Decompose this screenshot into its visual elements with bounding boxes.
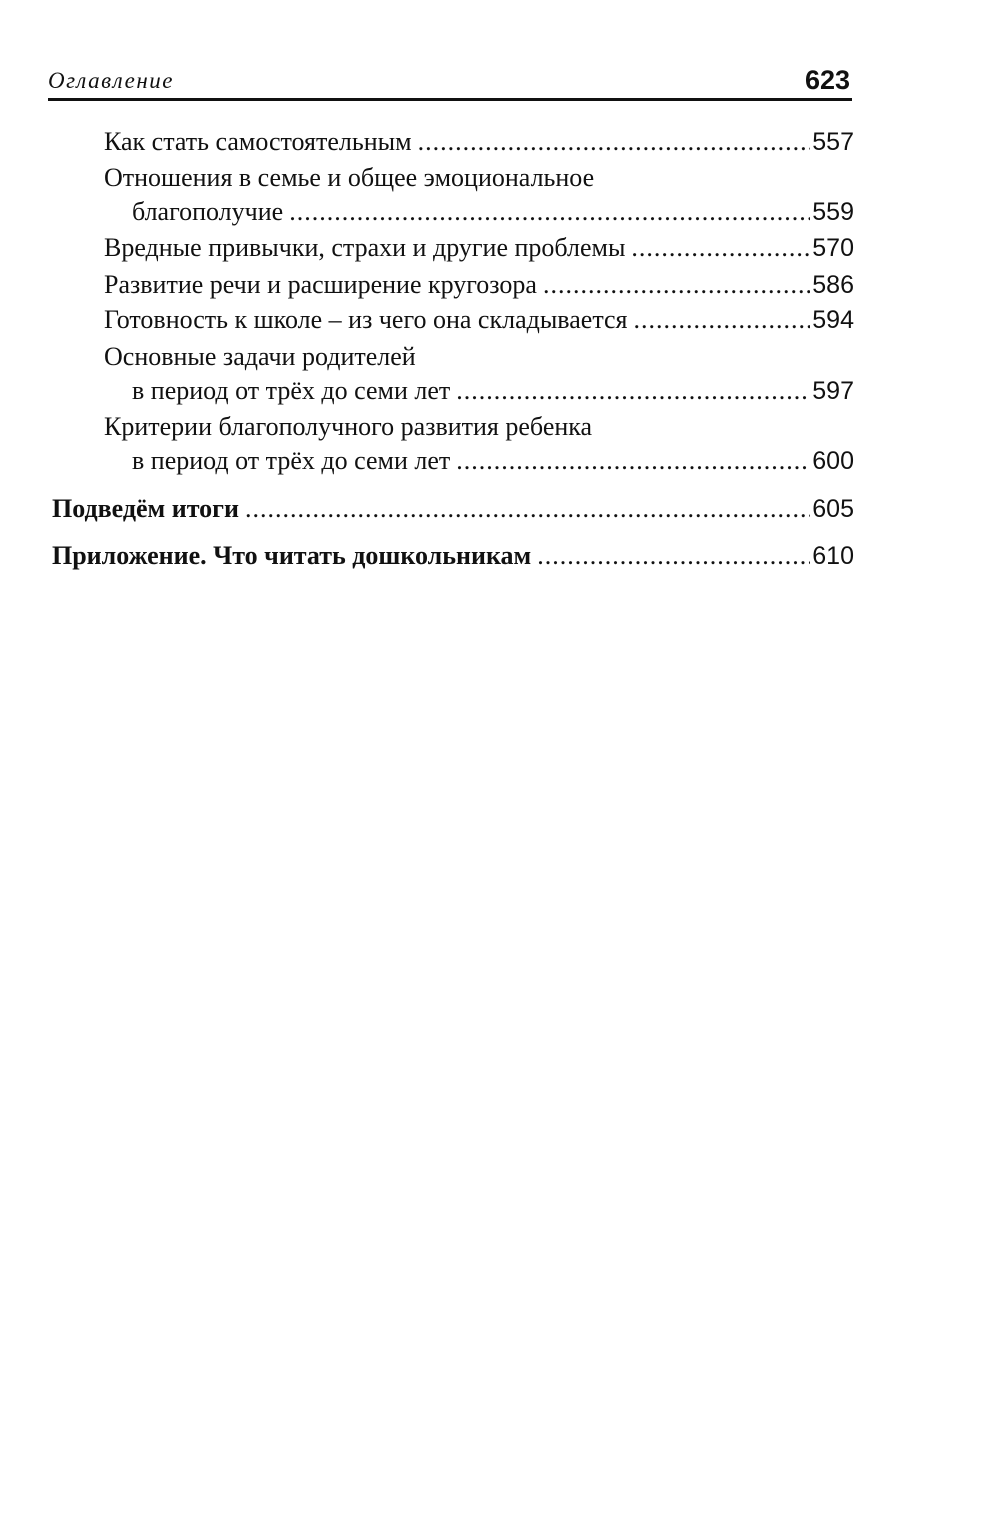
toc-entry-page: 597 bbox=[812, 377, 854, 405]
toc-entry-title: Готовность к школе – из чего она складывается bbox=[104, 305, 628, 334]
toc-entry[interactable] bbox=[132, 376, 854, 406]
dot-leader bbox=[543, 270, 810, 300]
toc-entry-first-line bbox=[104, 412, 592, 442]
toc-entry-page: 610 bbox=[812, 542, 854, 570]
toc-entry-page: 557 bbox=[812, 128, 854, 156]
toc-entry-title-line1: Отношения в семье и общее эмоциональное bbox=[104, 163, 595, 192]
dot-leader bbox=[634, 305, 811, 335]
dot-leader bbox=[418, 127, 811, 157]
toc-entry[interactable] bbox=[104, 305, 854, 335]
toc-entry-page: 586 bbox=[812, 271, 854, 299]
dot-leader bbox=[456, 446, 810, 476]
toc-entry[interactable] bbox=[104, 233, 854, 263]
toc-entry-page: 600 bbox=[812, 447, 854, 475]
toc-entry[interactable] bbox=[132, 197, 854, 227]
toc-entry-title: Приложение. Что читать дошкольникам bbox=[52, 541, 532, 570]
toc-entry-section[interactable] bbox=[52, 494, 854, 524]
page-number: 623 bbox=[804, 65, 850, 95]
dot-leader bbox=[289, 197, 810, 227]
toc-entry-first-line bbox=[104, 163, 594, 193]
dot-leader bbox=[631, 233, 810, 263]
toc-entry-page: 594 bbox=[812, 306, 854, 334]
dot-leader bbox=[456, 376, 810, 406]
running-title: Оглавление bbox=[48, 68, 175, 93]
toc-entry-page: 605 bbox=[812, 495, 854, 523]
toc-entry-title: Как стать самостоятельным bbox=[104, 127, 412, 156]
toc-entry[interactable] bbox=[104, 127, 854, 157]
toc-entry-title-line1: Основные задачи родителей bbox=[104, 342, 416, 371]
toc-entry-title: благополучие bbox=[132, 197, 284, 226]
toc-entry-title: Развитие речи и расширение кругозора bbox=[104, 270, 537, 299]
toc-entry-title: в период от трёх до семи лет bbox=[132, 376, 451, 405]
dot-leader bbox=[537, 541, 810, 571]
toc-entry-page: 570 bbox=[812, 234, 854, 262]
toc-entry-page: 559 bbox=[812, 198, 854, 226]
dot-leader bbox=[245, 494, 810, 524]
toc-entry-title: Подведём итоги bbox=[52, 494, 239, 523]
toc-entry-section[interactable] bbox=[52, 541, 854, 571]
toc-entry-title: Вредные привычки, страхи и другие проблемы bbox=[104, 233, 626, 262]
toc-entry[interactable] bbox=[104, 270, 854, 300]
toc-entry-first-line bbox=[104, 342, 416, 372]
toc-entry-title: в период от трёх до семи лет bbox=[132, 446, 451, 475]
running-header bbox=[48, 62, 852, 101]
toc-entry-title-line1: Критерии благополучного развития ребенка bbox=[104, 412, 593, 441]
toc-entry[interactable] bbox=[132, 446, 854, 476]
